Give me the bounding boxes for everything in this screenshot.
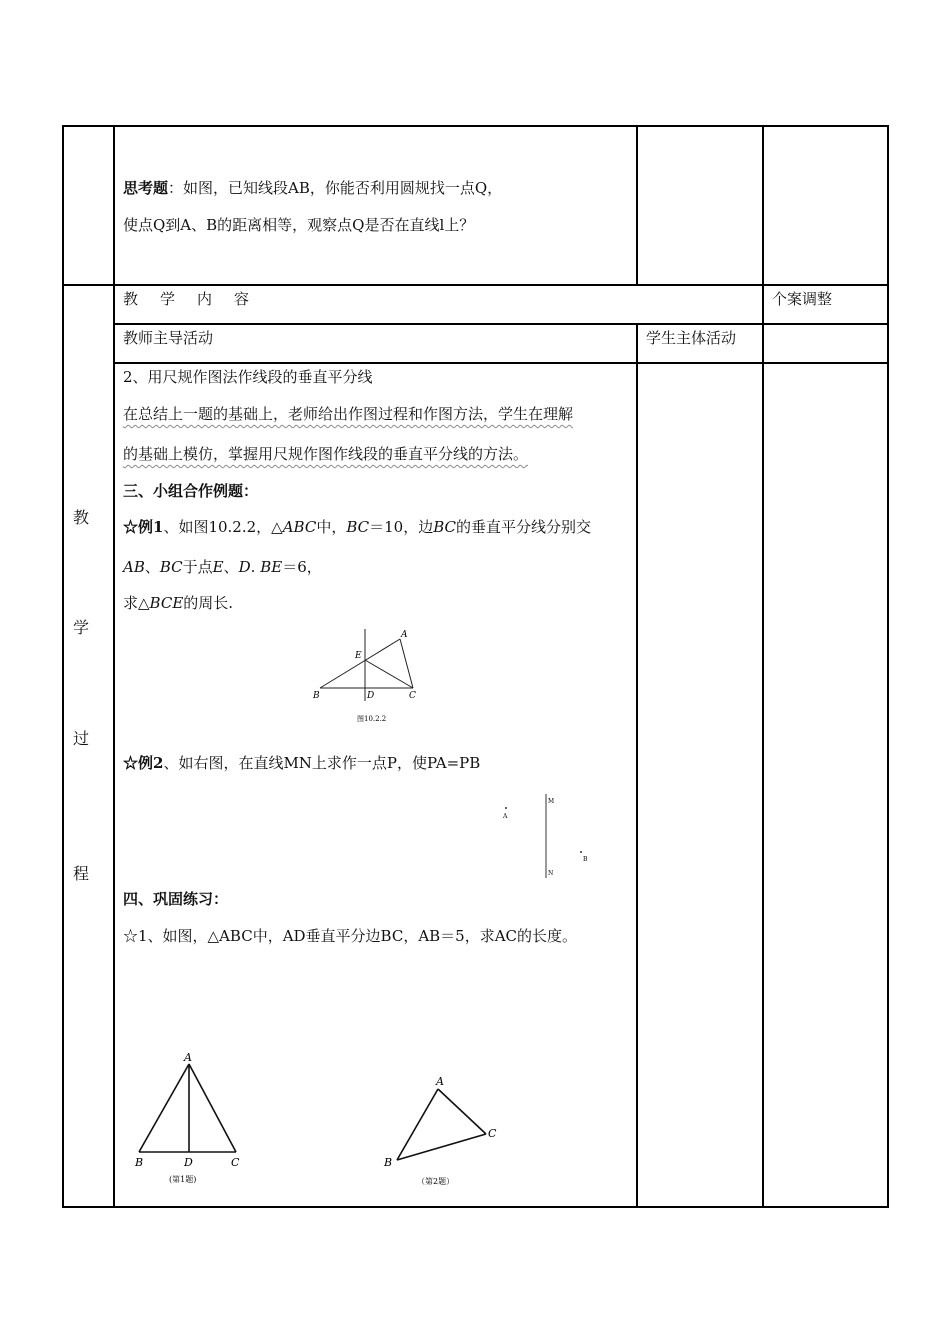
fig2-label-n: N <box>548 870 554 877</box>
fig3-caption: (第1题) <box>169 1175 197 1184</box>
practice-question-1: ☆1、如图，△ABC中，AD垂直平分边BC，AB＝5，求AC的长度。 <box>123 927 578 945</box>
side-char-2: 学 <box>72 618 89 637</box>
table-top-border <box>62 125 889 127</box>
example2-line <box>123 753 480 773</box>
ex1-be: BE <box>260 558 283 576</box>
example1-line3 <box>123 593 233 613</box>
figure-line-mn <box>495 790 605 885</box>
fig4-label-b: B <box>384 1156 393 1169</box>
ex1-text-b: 中， <box>316 518 347 536</box>
fig2-label-m: M <box>548 798 555 805</box>
col-divider-1 <box>113 125 115 1208</box>
think-question-line1 <box>123 178 502 198</box>
fig2-label-b: B <box>583 856 588 863</box>
section3-title: 三、小组合作例题： <box>123 482 259 500</box>
ex1-bc3: BC <box>159 558 183 576</box>
header-content: 教学内容 <box>123 290 272 308</box>
fig4-caption: （第2题） <box>417 1177 455 1186</box>
example1-line2 <box>123 557 322 577</box>
fig2-label-a: A <box>503 813 508 820</box>
col-divider-2-bottom <box>636 323 638 1208</box>
ex1-sep: 、 <box>144 558 160 576</box>
think-label: 思考题 <box>123 179 169 197</box>
fig3-label-a: A <box>184 1051 192 1064</box>
example2-label: ☆例2 <box>123 754 164 772</box>
row-divider-3 <box>113 362 889 364</box>
ex1-l3-a: 求△ <box>123 594 150 612</box>
ex1-be-val: ＝6， <box>282 558 322 576</box>
col-divider-2-top <box>636 125 638 285</box>
section4-title: 四、巩固练习： <box>123 890 229 908</box>
section2-paragraph-2: 的基础上模仿，掌握用尺规作图作线段的垂直平分线的方法。 <box>123 445 529 463</box>
ex1-l2-b: 、 <box>223 558 239 576</box>
ex1-ab: AB <box>123 558 145 576</box>
row-divider-2 <box>113 323 889 325</box>
fig3-label-c: C <box>231 1156 240 1169</box>
table-bottom-border <box>62 1206 889 1208</box>
ex1-d: D <box>238 558 251 576</box>
header-teacher: 教师主导活动 <box>123 329 214 347</box>
header-adjust: 个案调整 <box>772 290 833 308</box>
fig1-label-d: D <box>367 691 375 701</box>
side-char-3: 过 <box>72 729 89 748</box>
col-divider-3 <box>762 125 764 1208</box>
fig1-label-b: B <box>313 691 320 701</box>
ex1-text-c: ＝10，边 <box>369 518 434 536</box>
think-question-line2: 使点Q到A、B的距离相等，观察点Q是否在直线l上？ <box>123 216 475 234</box>
example2-text: 、如右图，在直线MN上求作一点P，使PA=PB <box>163 754 481 772</box>
ex1-bc2: BC <box>433 518 456 536</box>
fig1-label-c: C <box>409 691 416 701</box>
ex1-bce: BCE <box>149 594 184 612</box>
ex1-text-a: 、如图10.2.2，△ <box>163 518 283 536</box>
fig1-label-a: A <box>401 630 408 640</box>
header-student: 学生主体活动 <box>646 329 737 347</box>
ex1-abc: ABC <box>282 518 317 536</box>
ex1-l2-c: . <box>250 558 256 576</box>
section2-paragraph-1: 在总结上一题的基础上，老师给出作图过程和作图方法，学生在理解 <box>123 405 574 423</box>
fig3-label-b: B <box>135 1156 144 1169</box>
figure-10-2-2 <box>300 625 430 725</box>
ex1-bc: BC <box>346 518 370 536</box>
side-char-1: 教 <box>72 508 89 527</box>
example1-line1 <box>123 517 591 537</box>
ex1-e: E <box>212 558 224 576</box>
figure-question-1 <box>125 1048 255 1188</box>
row-divider-1 <box>62 284 889 286</box>
fig1-caption: 图10.2.2 <box>357 715 387 723</box>
side-char-4: 程 <box>72 864 89 883</box>
ex1-text-d: 的垂直平分线分别交 <box>455 518 591 536</box>
example1-label: ☆例1 <box>123 518 164 536</box>
ex1-l2-a: 于点 <box>182 558 213 576</box>
ex1-l3-b: 的周长. <box>183 594 234 612</box>
think-text-1: ：如图，已知线段AB，你能否利用圆规找一点Q， <box>168 179 503 197</box>
table-right-border <box>887 125 889 1208</box>
fig3-label-d: D <box>184 1156 193 1169</box>
figure-question-2 <box>375 1070 505 1190</box>
fig1-label-e: E <box>355 651 362 661</box>
section2-title: 2、用尺规作图法作线段的垂直平分线 <box>123 368 373 386</box>
fig4-label-a: A <box>436 1075 444 1088</box>
table-left-border <box>62 125 64 1208</box>
fig4-label-c: C <box>488 1127 497 1140</box>
